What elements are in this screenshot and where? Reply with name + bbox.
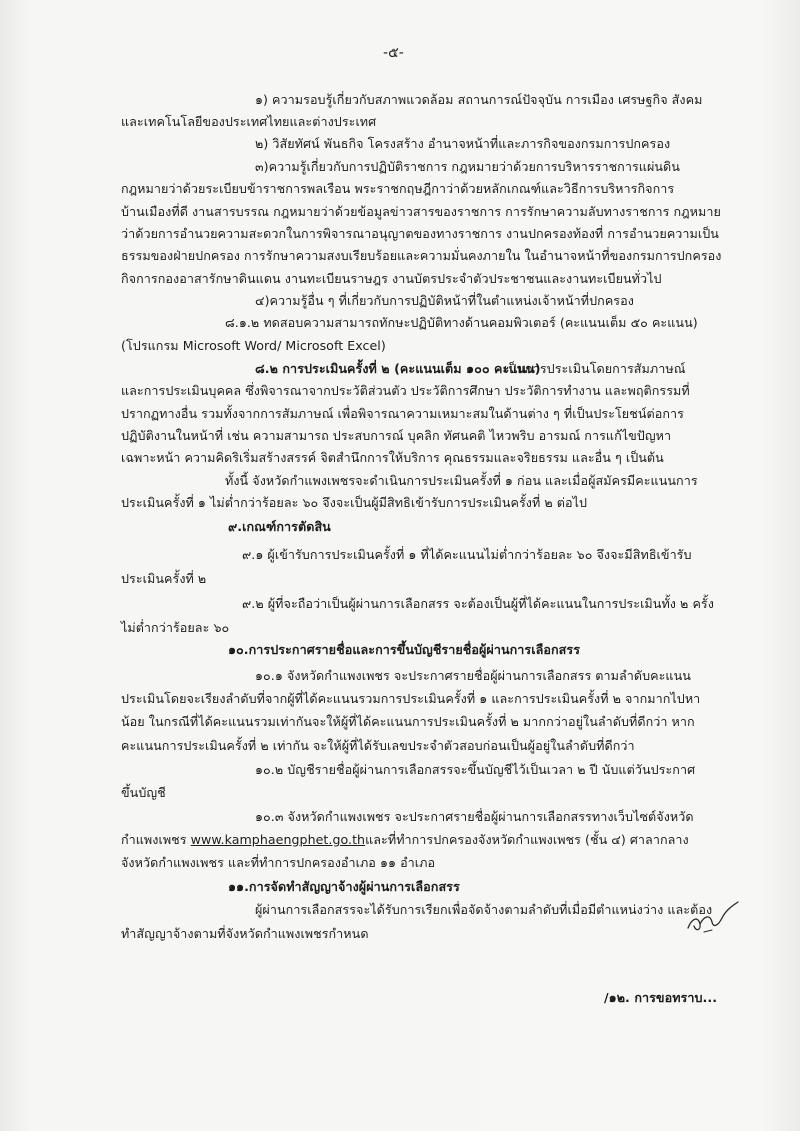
text-line: ขึ้นบัญชี: [121, 785, 166, 800]
text-line: ทั้งนี้ จังหวัดกำแพงเพชรจะดำเนินการประเมินครั้งที่ ๑ ก่อน และเมื่อผู้สมัครมีคะแนนการ: [225, 473, 698, 488]
text-line: ๘.๑.๒ ทดสอบความสามารถทักษะปฏิบัติทางด้านคอมพิวเตอร์ (คะแนนเต็ม ๕๐ คะแนน): [225, 315, 698, 330]
text-line: และเทคโนโลยีของประเทศไทยและต่างประเทศ: [121, 114, 377, 129]
text-line: ไม่ต่ำกว่าร้อยละ ๖๐: [121, 620, 230, 635]
text-line: ทำสัญญาจ้างตามที่จังหวัดกำแพงเพชรกำหนด: [121, 926, 369, 941]
text-line: ปฏิบัติงานในหน้าที่ เช่น ความสามารถ ประสบการณ์ บุคลิก ทัศนคติ ไหวพริบ อารมณ์ การแก้ไขปัญหา: [121, 428, 672, 443]
text-line: ประเมินโดยจะเรียงลำดับที่จากผู้ที่ได้คะแนนรวมการประเมินครั้งที่ ๑ และการประเมินครั้งที่ ๒ จากมากไปหา: [121, 691, 701, 706]
text-line: ผู้ผ่านการเลือกสรรจะได้รับการเรียกเพื่อจัดจ้างตามลำดับที่เมื่อมีตำแหน่งว่าง และต้อง: [255, 902, 713, 917]
section-heading-11: ๑๑.การจัดทำสัญญาจ้างผู้ผ่านการเลือกสรร: [228, 879, 460, 894]
handwritten-initial-signature: [682, 898, 742, 938]
website-link[interactable]: www.kamphaengphet.go.th: [190, 832, 366, 847]
text-line: ๑) ความรอบรู้เกี่ยวกับสภาพแวดล้อม สถานการณ์ปัจจุบัน การเมือง เศรษฐกิจ สังคม: [255, 92, 703, 107]
text-line: ๑๐.๑ จังหวัดกำแพงเพชร จะประกาศรายชื่อผู้ผ่านการเลือกสรร ตามลำดับคะแนน: [255, 668, 691, 683]
text-line: กิจการกองอาสารักษาดินแดน งานทะเบียนราษฎร งานบัตรประจำตัวประชาชนและงานทะเบียนทั่วไป: [121, 271, 662, 286]
text-line: กฎหมายว่าด้วยระเบียบข้าราชการพลเรือน พระราชกฤษฎีกาว่าด้วยหลักเกณฑ์และวิธีการบริหารกิจการ: [121, 181, 675, 196]
text-line: เฉพาะหน้า ความคิดริเริ่มสร้างสรรค์ จิตสำนึกการให้บริการ คุณธรรมและจริยธรรม และอื่น ๆ เป็นต้น: [121, 450, 664, 465]
text-line: คะแนนการประเมินครั้งที่ ๒ เท่ากัน จะให้ผู้ที่ได้รับเลขประจำตัวสอบก่อนเป็นผู้อยู่ในลำดับที่ดีกว่า: [121, 738, 635, 753]
text-fragment: กำแพงเพชร: [121, 832, 187, 847]
page-number: -๕-: [383, 45, 404, 61]
text-line: ๑๐.๒ บัญชีรายชื่อผู้ผ่านการเลือกสรรจะขึ้นบัญชีไว้เป็นเวลา ๒ ปี นับแต่วันประกาศ: [255, 762, 696, 777]
text-line: ๙.๒ ผู้ที่จะถือว่าเป็นผู้ผ่านการเลือกสรร จะต้องเป็นผู้ที่ได้คะแนนในการประเมินทั้ง ๒ ครั้ง: [242, 596, 714, 611]
text-line: ว่าด้วยการอำนวยความสะดวกในการพิจารณาอนุญาตของทางราชการ งานปกครองท้องที่ การอำนวยความเป็น: [121, 226, 719, 241]
text-line: (โปรแกรม Microsoft Word/ Microsoft Excel): [121, 338, 386, 353]
text-line: ประเมินครั้งที่ ๒: [121, 571, 207, 586]
text-line: ธรรมของฝ่ายปกครอง การรักษาความสงบเรียบร้อยและความมั่นคงภายใน ในอำนาจหน้าที่ของกรมการปกครอง: [121, 248, 722, 263]
text-line: และการประเมินบุคคล ซึ่งพิจารณาจากประวัติส่วนตัว ประวัติการศึกษา ประวัติการทำงาน และพฤติกรรมที่: [121, 383, 690, 398]
section-heading-9: ๙.เกณฑ์การตัดสิน: [228, 519, 331, 534]
text-line: บ้านเมืองที่ดี งานสารบรรณ กฎหมายว่าด้วยข้อมูลข่าวสารของราชการ การรักษาความลับทางราชการ กฎหมาย: [121, 204, 721, 219]
text-line: ๒) วิสัยทัศน์ พันธกิจ โครงสร้าง อำนาจหน้าที่และภารกิจของกรมการปกครอง: [255, 136, 671, 151]
text-line: ๓)ความรู้เกี่ยวกับการปฏิบัติราชการ กฎหมายว่าด้วยการบริหารราชการแผ่นดิน: [255, 159, 680, 174]
text-line: ๙.๑ ผู้เข้ารับการประเมินครั้งที่ ๑ ที่ได้คะแนนไม่ต่ำกว่าร้อยละ ๖๐ จึงจะมีสิทธิเข้ารับ: [242, 547, 692, 562]
text-line: เป็นการประเมินโดยการสัมภาษณ์: [504, 361, 686, 376]
text-line: ปรากฏทางอื่น รวมทั้งจากการสัมภาษณ์ เพื่อพิจารณาความเหมาะสมในด้านต่าง ๆ ที่เป็นประโยชน์ต่อการ: [121, 406, 684, 421]
text-line: จังหวัดกำแพงเพชร และที่ทำการปกครองอำเภอ ๑๑ อำเภอ: [121, 855, 436, 870]
text-line: ๔)ความรู้อื่น ๆ ที่เกี่ยวกับการปฏิบัติหน้าที่ในตำแหน่งเจ้าหน้าที่ปกครอง: [255, 293, 634, 308]
text-line: ๑๐.๓ จังหวัดกำแพงเพชร จะประกาศรายชื่อผู้ผ่านการเลือกสรรทางเว็บไซต์จังหวัด: [255, 809, 694, 824]
section-heading-8-2: ๘.๒ การประเมินครั้งที่ ๒ (คะแนนเต็ม ๑๐๐ คะแนน): [255, 361, 541, 376]
continuation-footer: /๑๒. การขอทราบ...: [604, 990, 718, 1005]
text-line: น้อย ในกรณีที่ได้คะแนนรวมเท่ากันจะให้ผู้ที่ได้คะแนนการประเมินครั้งที่ ๒ มากกว่าอยู่ในลำดับที่ดีกว่า หาก: [121, 714, 695, 729]
section-heading-10: ๑๐.การประกาศรายชื่อและการขึ้นบัญชีรายชื่อผู้ผ่านการเลือกสรร: [228, 642, 581, 657]
text-line: [121, 831, 689, 849]
text-fragment: และที่ทำการปกครองจังหวัดกำแพงเพชร (ชั้น ๔) ศาลากลาง: [365, 832, 689, 847]
text-line: ประเมินครั้งที่ ๑ ไม่ต่ำกว่าร้อยละ ๖๐ จึงจะเป็นผู้มีสิทธิเข้ารับการประเมินครั้งที่ ๒ ต่อไป: [121, 495, 588, 510]
